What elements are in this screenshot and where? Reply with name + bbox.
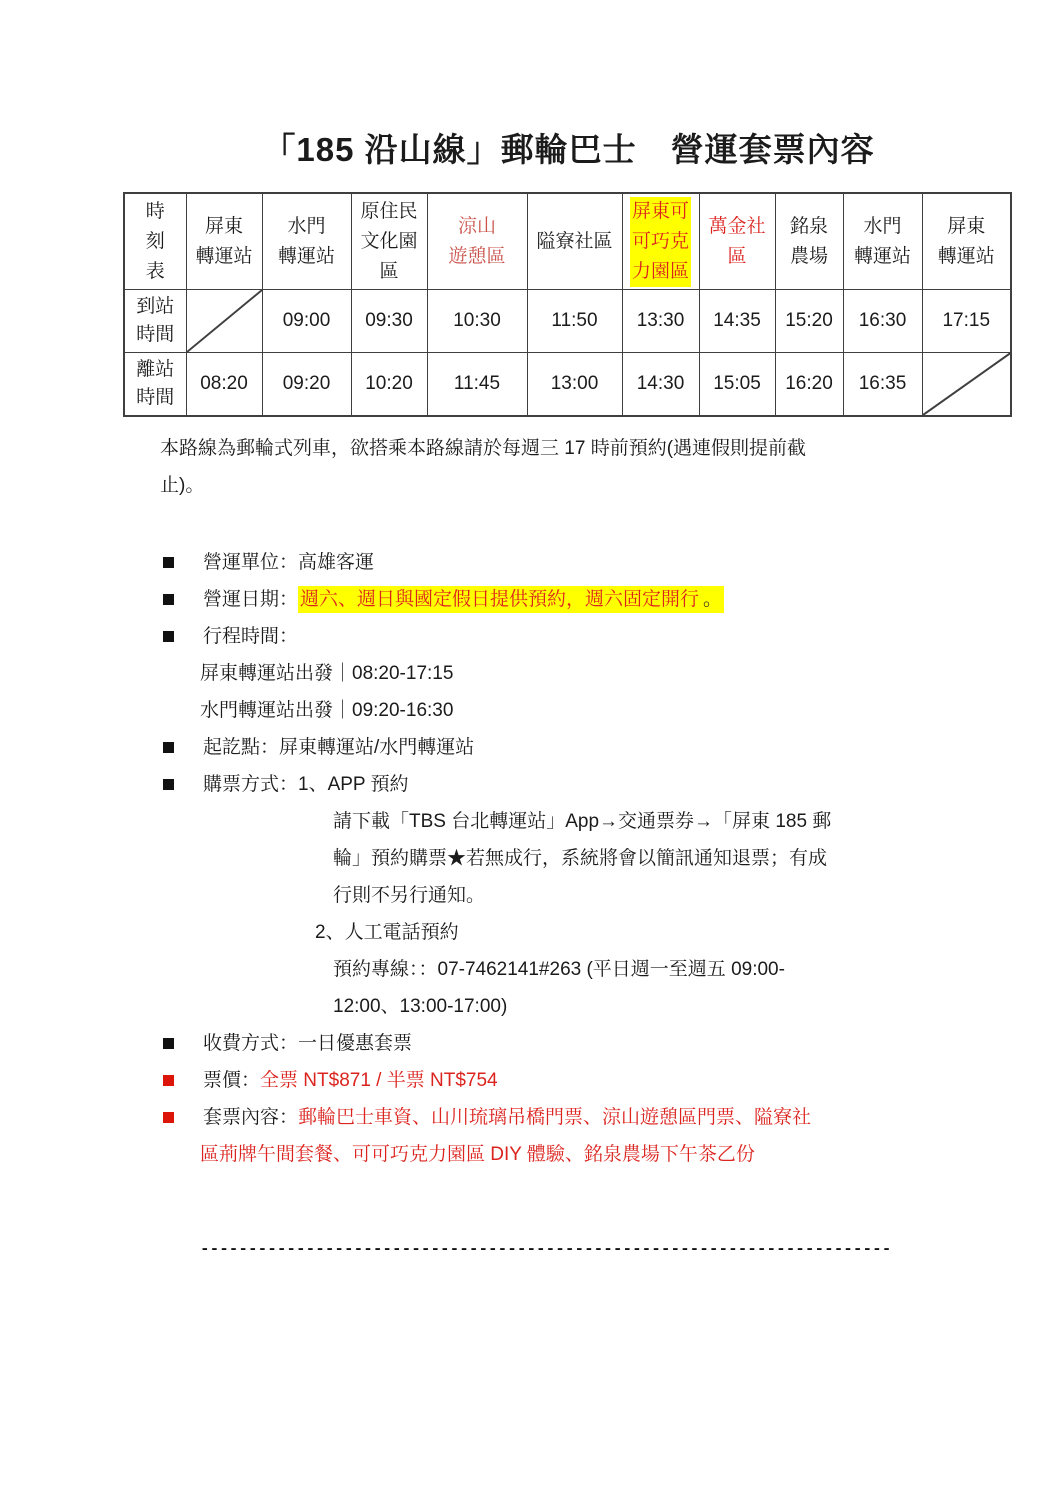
station-header-mingquan-farm: 銘泉 農場 — [775, 193, 843, 290]
departure-time-row — [124, 353, 1011, 417]
package-label: 套票內容： — [203, 1107, 299, 1128]
bullet-operating-unit: 營運單位：高雄客運 — [163, 544, 1014, 581]
time-cell: 09:00 — [262, 290, 351, 353]
station-header-pingtung-cocoa-chocolate-park: 屏東可 可巧克 力園區 — [622, 193, 699, 290]
time-cell: 13:30 — [622, 290, 699, 353]
page-title: 「185 沿山線」郵輪巴士 營運套票內容 — [262, 131, 875, 168]
arrival-row-label: 到站 時間 — [124, 290, 186, 353]
station-header-pingtung-station: 屏東 轉運站 — [186, 193, 262, 290]
app-instruction-line: 行則不另行通知。 — [333, 885, 486, 906]
diagonal-blank-cell — [922, 353, 1011, 417]
note-line: 本路線為郵輪式列車，欲搭乘本路線請於每週三 17 時前預約(遇連假則提前截 — [160, 438, 807, 459]
time-cell: 08:20 — [186, 353, 262, 417]
red-square-bullet-icon — [163, 1112, 174, 1123]
square-bullet-icon — [163, 594, 174, 605]
time-cell: 13:00 — [527, 353, 622, 417]
time-cell: 11:50 — [527, 290, 622, 353]
time-cell: 09:30 — [351, 290, 427, 353]
diagonal-line — [187, 290, 262, 352]
bullet-trip-time: 行程時間： — [163, 618, 1014, 655]
red-square-bullet-icon — [163, 1075, 174, 1086]
bullet-pricing-method: 收費方式：一日優惠套票 — [163, 1025, 1014, 1062]
square-bullet-icon — [163, 742, 174, 753]
square-bullet-icon — [163, 631, 174, 642]
time-cell: 16:30 — [843, 290, 922, 353]
bullet-operating-dates — [163, 581, 1014, 618]
station-header-shuimen-station: 水門 轉運站 — [262, 193, 351, 290]
station-header-shuimen-station-return: 水門 轉運站 — [843, 193, 922, 290]
timetable-header-row — [124, 193, 1011, 290]
departure-row-label: 離站 時間 — [124, 353, 186, 417]
station-header-ailiao-community: 隘寮社區 — [527, 193, 622, 290]
arrival-time-row — [124, 290, 1011, 353]
package-content-line: 區荊牌午間套餐、可可巧克力園區 DIY 體驗、銘泉農場下午茶乙份 — [200, 1144, 755, 1165]
time-cell: 15:05 — [699, 353, 775, 417]
dates-highlighted-text: 週六、週日與國定假日提供預約，週六固定開行 — [298, 586, 701, 613]
bullet-ticketing-method: 購票方式：1、APP 預約 — [163, 766, 1014, 803]
info-bullet-list — [123, 544, 1014, 1173]
bullet-fare — [163, 1062, 1014, 1099]
trip-time-pingtung-departure: 屏東轉運站出發｜08:20-17:15 — [200, 663, 454, 684]
station-header-wanjin-community: 萬金社 區 — [699, 193, 775, 290]
bullet-endpoints: 起訖點：屏東轉運站/水門轉運站 — [163, 729, 1014, 766]
app-instruction-line: 請下載「TBS 台北轉運站」App→交通票券→「屏東 185 郵 — [333, 811, 832, 832]
time-cell: 14:35 — [699, 290, 775, 353]
time-cell: 14:30 — [622, 353, 699, 417]
square-bullet-icon — [163, 557, 174, 568]
note-line: 止)。 — [160, 475, 205, 496]
square-bullet-icon — [163, 1038, 174, 1049]
fare-value: 全票 NT$871 / 半票 NT$754 — [260, 1070, 498, 1091]
trip-time-shuimen-departure: 水門轉運站出發｜09:20-16:30 — [200, 700, 454, 721]
square-bullet-icon — [163, 779, 174, 790]
package-content-line: 郵輪巴士車資、山川琉璃吊橋門票、涼山遊憩區門票、隘寮社 — [298, 1107, 812, 1128]
time-cell: 16:20 — [775, 353, 843, 417]
station-header-indigenous-culture-park: 原住民 文化園 區 — [351, 193, 427, 290]
bullet-package-content — [163, 1099, 1014, 1136]
station-header-pingtung-station-return: 屏東 轉運站 — [922, 193, 1011, 290]
timetable-corner-cell: 時 刻 表 — [124, 193, 186, 290]
time-cell: 16:35 — [843, 353, 922, 417]
phone-reservation-line: 12:00、13:00-17:00) — [333, 996, 508, 1017]
dashed-divider: ------------------------------------------------------------------------ — [200, 1240, 892, 1258]
phone-reservation-line: 預約專線：：07-7462141#263 (平日週一至週五 09:00- — [333, 959, 785, 980]
diagonal-line — [923, 353, 1011, 415]
station-header-liangshan-recreation-area: 涼山 遊憩區 — [427, 193, 527, 290]
dates-highlight-period: 。 — [701, 586, 724, 613]
time-cell: 15:20 — [775, 290, 843, 353]
diagonal-blank-cell — [186, 290, 262, 353]
app-instruction-line: 輪」預約購票★若無成行，系統將會以簡訊通知退票；有成 — [333, 848, 828, 869]
reservation-note — [160, 430, 1014, 504]
time-cell: 17:15 — [922, 290, 1011, 353]
dates-label: 營運日期： — [203, 589, 299, 610]
time-cell: 10:20 — [351, 353, 427, 417]
time-cell: 11:45 — [427, 353, 527, 417]
timetable — [123, 192, 1012, 417]
time-cell: 09:20 — [262, 353, 351, 417]
phone-reservation-title: 2、人工電話預約 — [315, 922, 459, 943]
fare-label: 票價： — [203, 1070, 261, 1091]
time-cell: 10:30 — [427, 290, 527, 353]
